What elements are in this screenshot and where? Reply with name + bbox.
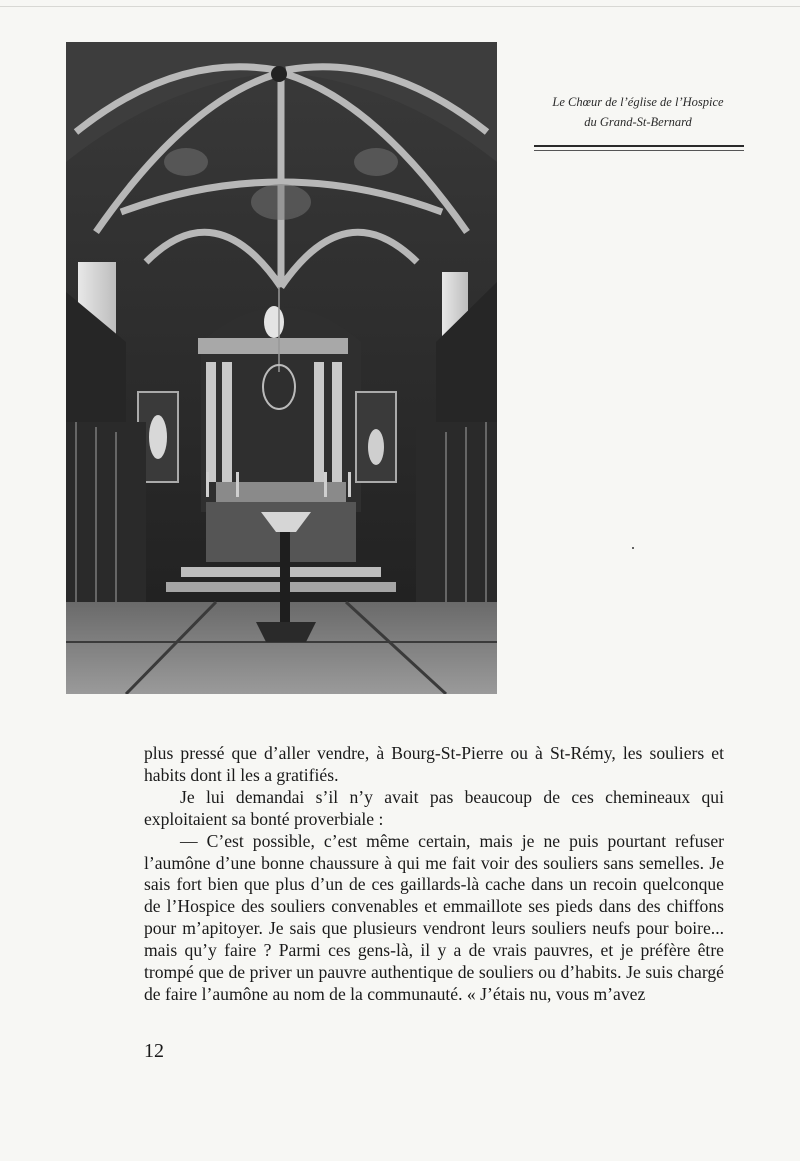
top-edge-rule — [0, 0, 800, 7]
print-speck — [632, 547, 634, 549]
caption-rule-thick — [534, 145, 744, 147]
paragraph-2: Je lui demandai s’il n’y avait pas beaucoup de ces chemineaux qui exploitaient sa bonté proverbiale : — [144, 786, 724, 829]
caption-line-1: Le Chœur de l’église de l’Hospice — [552, 95, 724, 109]
caption-rule-thin — [534, 150, 744, 151]
body-text — [144, 743, 724, 1006]
page-number: 12 — [144, 1040, 164, 1062]
caption-line-2: du Grand-St-Bernard — [584, 115, 692, 129]
choir-photograph — [66, 42, 497, 694]
photo-caption — [528, 92, 748, 132]
paragraph-1: plus pressé que d’aller vendre, à Bourg-St-Pierre ou à St-Rémy, les souliers et habits dont il les a gratifiés. — [144, 743, 724, 785]
paragraph-3: — C’est possible, c’est même certain, mais je ne puis pourtant refuser l’aumône d’une bonne chaussure à qui me fait voir des souliers sans semelles. Je sais fort bien que plus d’un de ces gaillards-là cache dans un recoin quelconque de l’Hospice des souliers convenables et emmaillote ses pieds dans des chiffons pour m’apitoyer. Je sais que plusieurs vendront leurs souliers neufs pour boire... mais qu’y faire ? Parmi ces gens-là, il y a de vrais pauvres, et je préfère être trompé que de priver un pauvre authentique de souliers ou d’habits. Je suis chargé de faire l’aumône au nom de la communauté. « J’étais nu, vous m’avez — [144, 830, 724, 1004]
